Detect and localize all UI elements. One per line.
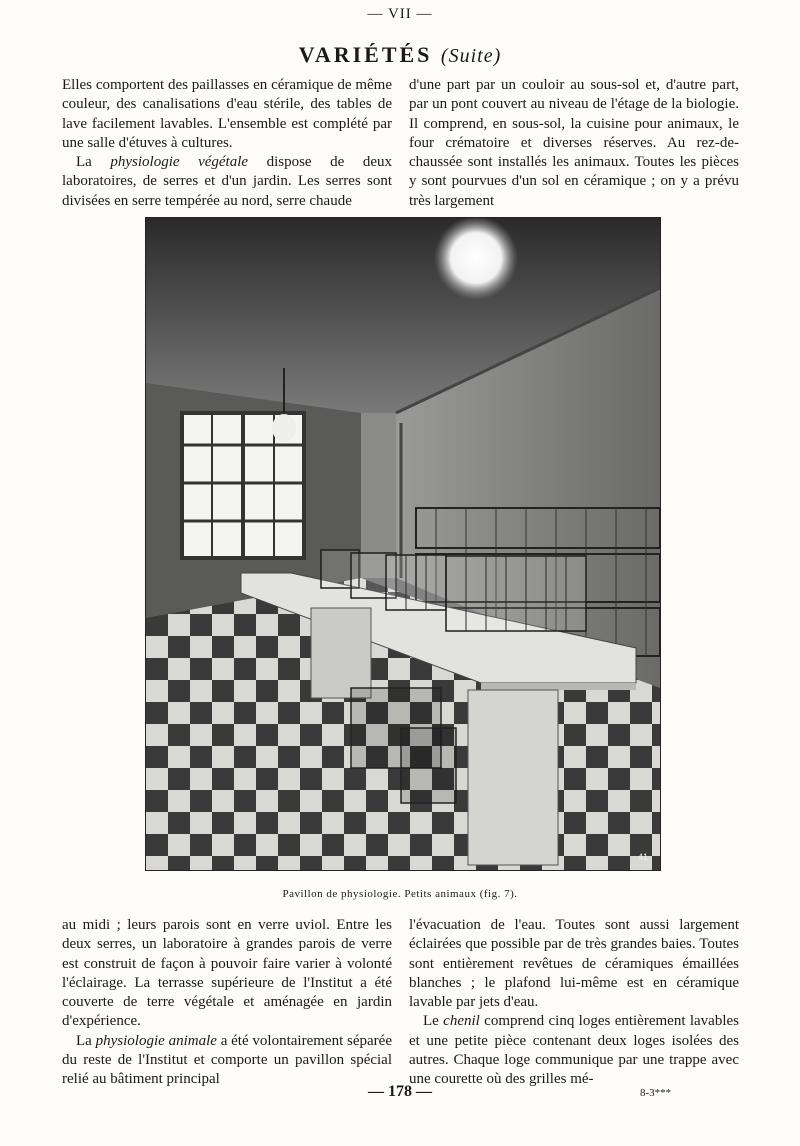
figure-caption: Pavillon de physiologie. Petits animaux (fig. 7). — [282, 888, 518, 900]
photograph-lab-room — [145, 217, 661, 871]
column-bottom-right — [409, 916, 739, 1090]
text-run: Le — [423, 1013, 444, 1030]
page-number: — 178 — — [368, 1083, 432, 1100]
paragraph: l'évacuation de l'eau. Toutes sont aussi largement éclairées que possible par de très grandes baies. Toutes sont entièrement revêtues de céramiques émaillées blanches ; le plafond lui-même est en céramique lavable par jets d'eau. — [409, 917, 739, 1011]
column-top-right — [409, 76, 739, 211]
text-run: a été volontairement séparée du reste de l'Institut et comporte un pavillon spécial relié au bâtiment principal — [62, 1032, 392, 1088]
page-folio-top: — VII — — [367, 6, 433, 22]
paragraph — [62, 1032, 392, 1090]
signature-mark: 8-3*** — [640, 1087, 672, 1099]
italic-term: chenil — [443, 1013, 480, 1030]
paragraph — [62, 153, 392, 211]
text-run: La — [76, 154, 111, 171]
paragraph: d'une part par un couloir au sous-sol et, d'autre part, par un pont couvert au niveau de l'étage de la biologie. Il comprend, en sous-sol, la cuisine pour animaux, le four crématoire et diverses réserves. Au rez-de-chaussée sont installés les animaux. Toutes les pièces y sont pourvues d'un sol en céramique ; on y a prévu très largement — [409, 77, 739, 209]
column-top-left — [62, 76, 392, 211]
section-title-main: VARIÉTÉS — [298, 42, 433, 67]
photo-plate-number: 41 — [638, 852, 649, 862]
text-run: comprend cinq loges entièrement lavables et une petite pièce contenant deux loges isolées des autres. Chaque loge communique par une trappe avec une courette où des grilles mé- — [409, 1013, 739, 1088]
paragraph — [409, 1012, 739, 1089]
section-title-suite: (Suite) — [440, 45, 502, 67]
text-run: dispose de deux laboratoires, de serres et d'un jardin. Les serres sont divisées en serre tempérée au nord, serre chaude — [62, 154, 392, 209]
section-title — [0, 42, 800, 68]
text-run: La — [76, 1032, 96, 1049]
italic-term: physiologie végétale — [110, 154, 249, 171]
column-bottom-left — [62, 916, 392, 1090]
italic-term: physiologie animale — [95, 1032, 217, 1049]
paragraph: au midi ; leurs parois sont en verre uviol. Entre les deux serres, un laboratoire à grandes parois de verre est construit de façon à pouvoir faire varier à volonté l'éclairage. La terrasse supérieure de l'Institut a été couverte de terre végétale et aménagée en jardin d'expérience. — [62, 917, 392, 1030]
paragraph: Elles comportent des paillasses en céramique de même couleur, des canalisations d'eau stérile, des tables de lave facilement lavables. L'ensemble est complété par une salle d'étuves à cultures. — [62, 77, 392, 151]
